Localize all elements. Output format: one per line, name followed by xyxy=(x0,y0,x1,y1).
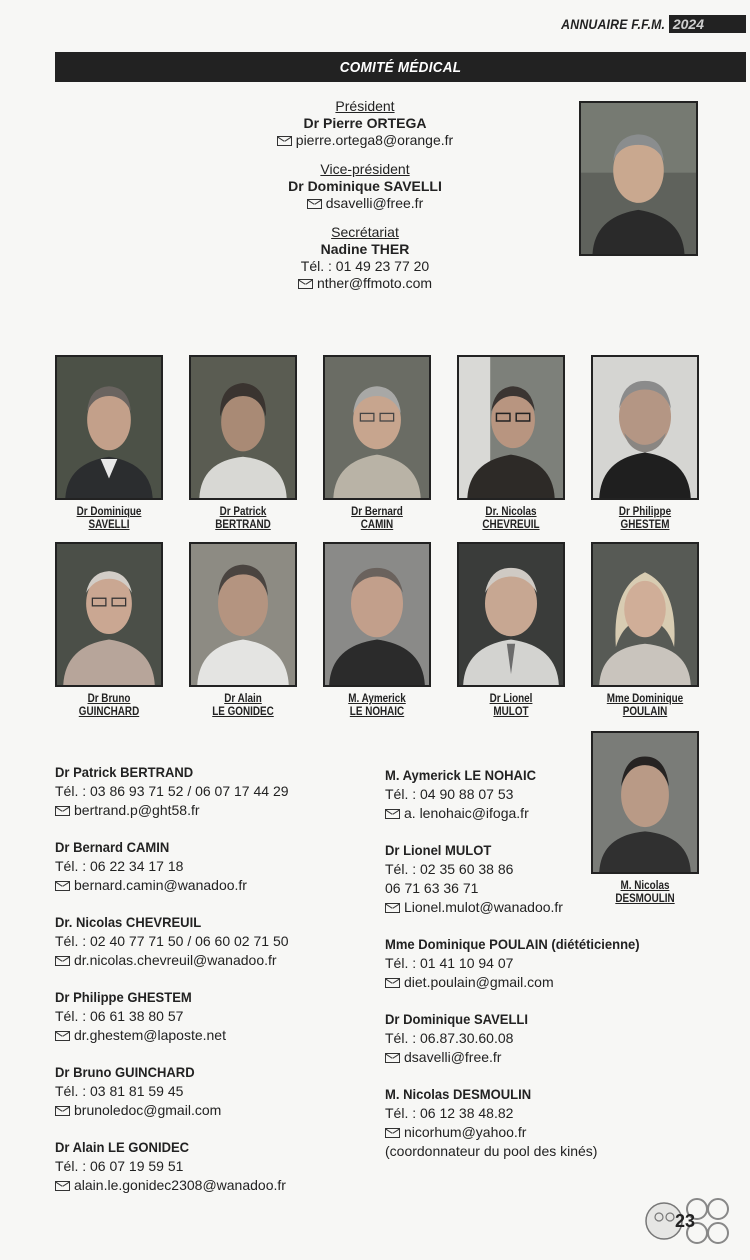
contact-name: Dr Dominique SAVELLI xyxy=(385,1011,528,1027)
caption-line: DESMOULIN xyxy=(615,893,675,905)
contact-tel: Tél. : 03 86 93 71 52 / 06 07 17 44 29 xyxy=(55,783,289,799)
caption-line: Dr Alain xyxy=(224,693,262,705)
contact-tel: Tél. : 06 22 34 17 18 xyxy=(55,858,184,874)
contact-entry xyxy=(55,1138,375,1195)
officer-email-line xyxy=(150,195,580,212)
portrait-photo-bertrand xyxy=(189,355,297,500)
header-year: 2024 xyxy=(669,15,746,33)
caption-line: CAMIN xyxy=(360,519,394,531)
photo-caption-poulain xyxy=(590,693,700,719)
photo-caption-bertrand xyxy=(188,506,298,532)
contact-email[interactable]: nicorhum@yahoo.fr xyxy=(404,1124,527,1140)
officer-email[interactable]: dsavelli@free.fr xyxy=(325,195,424,211)
contact-email[interactable]: diet.poulain@gmail.com xyxy=(404,974,554,990)
officer-name: Dr Dominique SAVELLI xyxy=(288,178,442,194)
contact-email[interactable]: a. lenohaic@ifoga.fr xyxy=(404,805,529,821)
contact-email[interactable]: dr.nicolas.chevreuil@wanadoo.fr xyxy=(74,952,277,968)
caption-line: Dr. Nicolas xyxy=(485,506,537,518)
envelope-icon xyxy=(55,1181,70,1191)
section-title: COMITÉ MÉDICAL xyxy=(339,58,462,76)
contact-name: Dr Patrick BERTRAND xyxy=(55,764,194,780)
caption-line: GUINCHARD xyxy=(78,706,140,718)
contact-entry xyxy=(55,838,375,895)
contact-entry xyxy=(55,1063,375,1120)
contact-name: M. Nicolas DESMOULIN xyxy=(385,1086,532,1102)
contact-tel: Tél. : 03 81 81 59 45 xyxy=(55,1083,184,1099)
photo-caption-savelli xyxy=(54,506,164,532)
page-number: 23 xyxy=(674,1211,695,1231)
contact-name: Dr Bernard CAMIN xyxy=(55,839,170,855)
contact-note: (coordonnateur du pool des kinés) xyxy=(385,1143,598,1159)
contact-name: Dr Lionel MULOT xyxy=(385,842,492,858)
contact-email[interactable]: Lionel.mulot@wanadoo.fr xyxy=(404,899,563,915)
envelope-icon xyxy=(55,1031,70,1041)
portrait-photo-legonidec xyxy=(189,542,297,687)
photo-caption-lenohaic xyxy=(322,693,432,719)
officer-role: Secrétariat xyxy=(331,224,399,240)
envelope-icon xyxy=(298,279,313,289)
contact-entry xyxy=(385,841,685,917)
envelope-icon xyxy=(55,1106,70,1116)
contact-entry xyxy=(55,763,375,820)
officers-block xyxy=(150,98,580,304)
contact-entry xyxy=(385,1085,685,1161)
contact-entry xyxy=(385,935,685,992)
photo-caption-mulot xyxy=(456,693,566,719)
contact-entry xyxy=(385,766,685,823)
contact-email[interactable]: dsavelli@free.fr xyxy=(404,1049,502,1065)
caption-line: Dr Lionel xyxy=(489,693,533,705)
officer-name: Dr Pierre ORTEGA xyxy=(303,115,427,131)
contacts-left-column xyxy=(55,763,375,1213)
contact-tel: Tél. : 06 12 38 48.82 xyxy=(385,1105,514,1121)
contact-email[interactable]: bertrand.p@ght58.fr xyxy=(74,802,200,818)
envelope-icon xyxy=(55,806,70,816)
header-label: ANNUAIRE F.F.M. xyxy=(560,16,665,32)
caption-line: Dr Philippe xyxy=(618,506,672,518)
photo-caption-guinchard xyxy=(54,693,164,719)
contact-tel: Tél. : 02 35 60 38 86 xyxy=(385,861,514,877)
contact-tel: Tél. : 06.87.30.60.08 xyxy=(385,1030,514,1046)
contact-tel: Tél. : 06 07 19 59 51 xyxy=(55,1158,184,1174)
portrait-photo-chevreuil xyxy=(457,355,565,500)
caption-line: Mme Dominique xyxy=(606,693,684,705)
envelope-icon xyxy=(307,199,322,209)
contact-tel-secondary: 06 71 63 36 71 xyxy=(385,880,479,896)
officer-role: Président xyxy=(335,98,395,114)
contact-tel: Tél. : 06 61 38 80 57 xyxy=(55,1008,184,1024)
caption-line: Dr Bruno xyxy=(87,693,131,705)
contact-entry xyxy=(55,913,375,970)
caption-line: CHEVREUIL xyxy=(482,519,540,531)
portrait-photo-guinchard xyxy=(55,542,163,687)
contact-entry xyxy=(55,988,375,1045)
envelope-icon xyxy=(385,903,400,913)
envelope-icon xyxy=(385,809,400,819)
caption-line: LE NOHAIC xyxy=(349,706,405,718)
envelope-icon xyxy=(385,1128,400,1138)
caption-line: M. Aymerick xyxy=(348,693,406,705)
contact-name: Dr Bruno GUINCHARD xyxy=(55,1064,195,1080)
caption-line: Dr Patrick xyxy=(219,506,267,518)
contact-name: Dr Philippe GHESTEM xyxy=(55,989,192,1005)
officer-secretariat xyxy=(150,224,580,292)
portrait-photo-poulain xyxy=(591,542,699,687)
photo-caption-ghestem xyxy=(590,506,700,532)
contact-email[interactable]: dr.ghestem@laposte.net xyxy=(74,1027,226,1043)
caption-line: LE GONIDEC xyxy=(212,706,274,718)
envelope-icon xyxy=(55,881,70,891)
envelope-icon xyxy=(277,136,292,146)
photo-caption-legonidec xyxy=(188,693,298,719)
caption-line: Dr Bernard xyxy=(351,506,403,518)
caption-line: MULOT xyxy=(493,706,529,718)
officer-email-line xyxy=(150,275,580,292)
portrait-photo-ghestem xyxy=(591,355,699,500)
envelope-icon xyxy=(55,956,70,966)
envelope-icon xyxy=(385,978,400,988)
contact-name: Dr Alain LE GONIDEC xyxy=(55,1139,190,1155)
portrait-photo-lenohaic xyxy=(323,542,431,687)
officer-name: Nadine THER xyxy=(320,241,410,257)
caption-line: M. Nicolas xyxy=(620,880,670,892)
contact-tel: Tél. : 02 40 77 71 50 / 06 60 02 71 50 xyxy=(55,933,289,949)
portrait-photo-camin xyxy=(323,355,431,500)
contacts-right-column xyxy=(385,766,685,1179)
officer-tel: Tél. : 01 49 23 77 20 xyxy=(300,258,430,274)
contact-tel: Tél. : 04 90 88 07 53 xyxy=(385,786,514,802)
contact-tel: Tél. : 01 41 10 94 07 xyxy=(385,955,514,971)
caption-line: SAVELLI xyxy=(88,519,130,531)
officer-vice-president xyxy=(150,161,580,212)
contact-name: Dr. Nicolas CHEVREUIL xyxy=(55,914,202,930)
contact-email[interactable]: brunoledoc@gmail.com xyxy=(74,1102,222,1118)
contact-email[interactable]: alain.le.gonidec2308@wanadoo.fr xyxy=(74,1177,286,1193)
section-banner xyxy=(55,52,746,82)
officer-role: Vice-président xyxy=(320,161,410,177)
portrait-photo-mulot xyxy=(457,542,565,687)
portrait-photo-savelli xyxy=(55,355,163,500)
running-header xyxy=(547,14,746,34)
photo-caption-camin xyxy=(322,506,432,532)
portrait-photo-president xyxy=(579,101,698,256)
officer-email[interactable]: pierre.ortega8@orange.fr xyxy=(295,132,454,148)
envelope-icon xyxy=(385,1053,400,1063)
contact-email[interactable]: bernard.camin@wanadoo.fr xyxy=(74,877,247,893)
officer-email[interactable]: nther@ffmoto.com xyxy=(316,275,433,291)
caption-line: BERTRAND xyxy=(215,519,271,531)
caption-line: GHESTEM xyxy=(620,519,670,531)
contact-name: M. Aymerick LE NOHAIC xyxy=(385,767,536,783)
caption-line: Dr Dominique xyxy=(76,506,142,518)
caption-line: POULAIN xyxy=(622,706,668,718)
officer-email-line xyxy=(150,132,580,149)
officer-president xyxy=(150,98,580,149)
contact-entry xyxy=(385,1010,685,1067)
contact-name: Mme Dominique POULAIN (diététicienne) xyxy=(385,936,640,952)
photo-caption-chevreuil xyxy=(456,506,566,532)
